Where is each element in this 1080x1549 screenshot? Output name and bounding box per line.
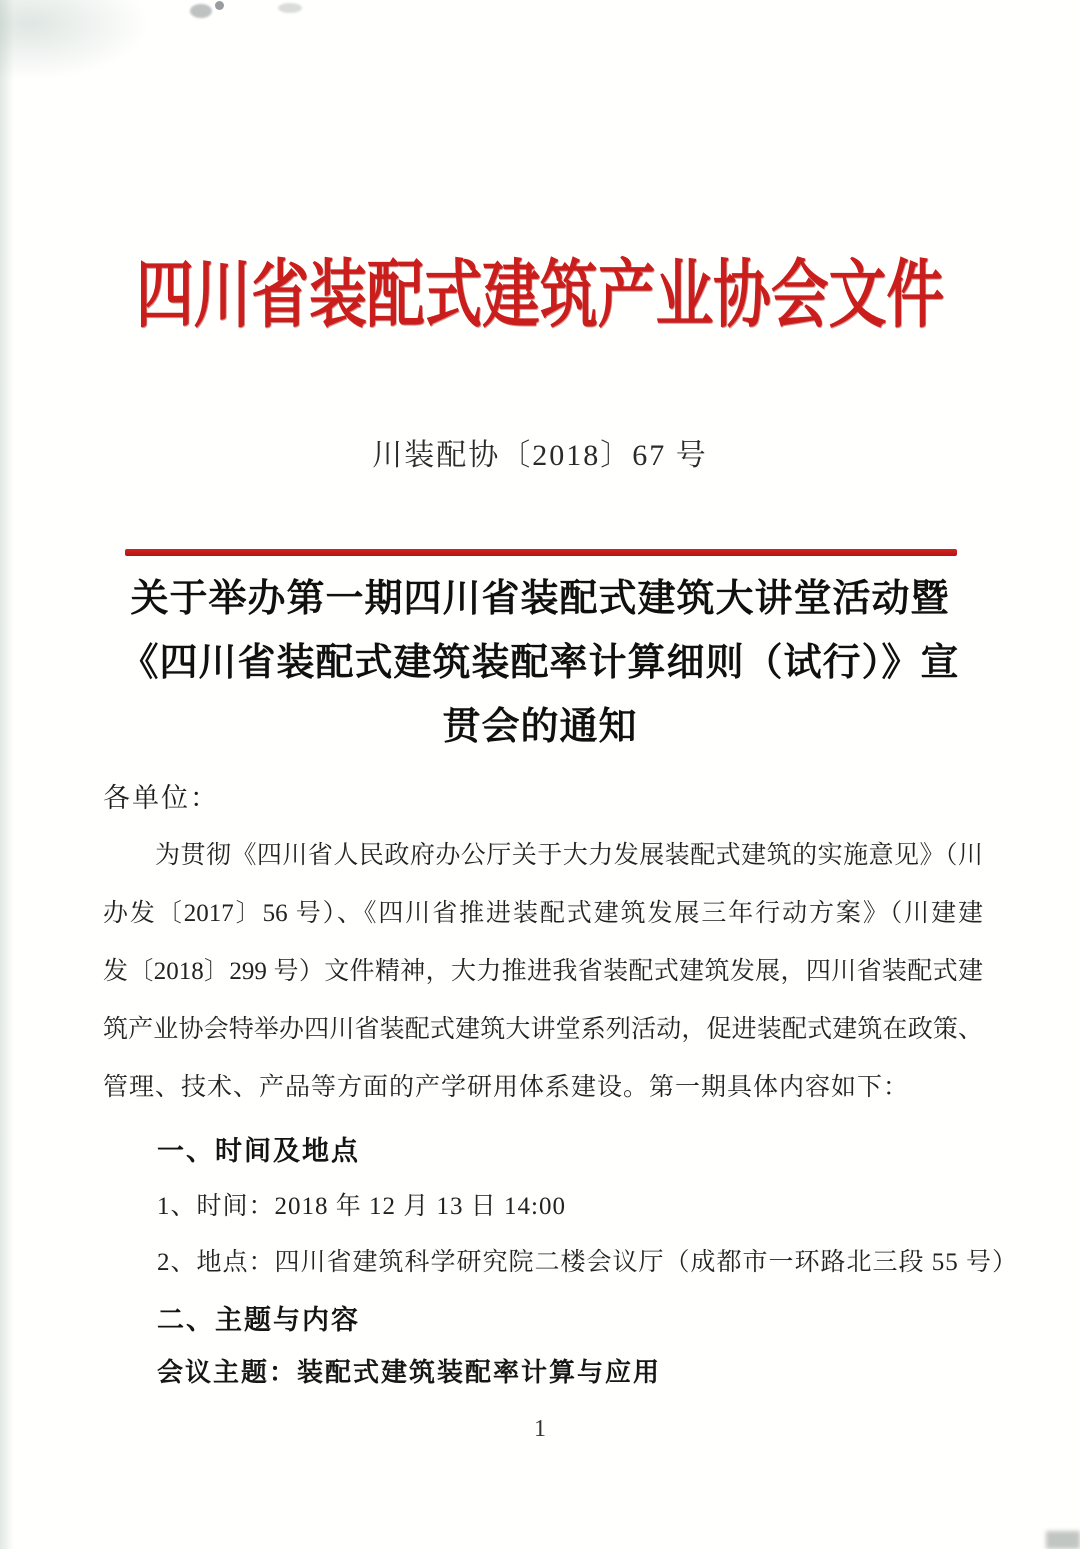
opening-paragraph [103,827,983,1117]
paragraph-line: 筑产业协会特举办四川省装配式建筑大讲堂系列活动，促进装配式建筑在政策、 [103,1016,983,1043]
page-number: 1 [534,1416,546,1442]
salutation: 各单位： [103,783,219,813]
doc-reference-number: 川装配协〔2018〕67 号 [372,439,708,472]
scan-corner-artifact [1046,1531,1080,1549]
red-separator-line [125,549,957,556]
notice-title-line-3: 贯会的通知 [442,706,638,748]
section-heading-topic-and-content: 二、主题与内容 [157,1305,360,1335]
list-item-place: 2、地点：四川省建筑科学研究院二楼会议厅（成都市一环路北三段 55 号） [157,1249,1019,1276]
notice-title-line-1: 关于举办第一期四川省装配式建筑大讲堂活动暨 [130,578,950,620]
paragraph-line: 发〔2018〕299 号）文件精神，大力推进我省装配式建筑发展，四川省装配式建 [103,958,983,985]
list-item-time: 1、时间：2018 年 12 月 13 日 14:00 [157,1193,566,1220]
scan-smudge-artifact [0,0,150,80]
scan-edge-artifact [0,0,14,1549]
scan-speck-artifact [215,1,224,10]
paragraph-line: 办发〔2017〕56 号）、《四川省推进装配式建筑发展三年行动方案》（川建建 [103,900,983,927]
org-letterhead-title: 四川省装配式建筑产业协会文件 [135,255,945,337]
notice-title-line-2: 《四川省装配式建筑装配率计算细则（试行）》宣 [120,642,960,684]
scan-speck-artifact [278,3,302,13]
scan-speck-artifact [190,4,212,18]
paragraph-line: 为贯彻《四川省人民政府办公厅关于大力发展装配式建筑的实施意见》（川 [155,842,983,869]
notice-title [0,567,1080,759]
section-heading-time-and-place: 一、时间及地点 [157,1136,360,1166]
meeting-topic-line: 会议主题：装配式建筑装配率计算与应用 [157,1357,662,1387]
paragraph-line: 管理、技术、产品等方面的产学研用体系建设。第一期具体内容如下： [103,1074,910,1101]
